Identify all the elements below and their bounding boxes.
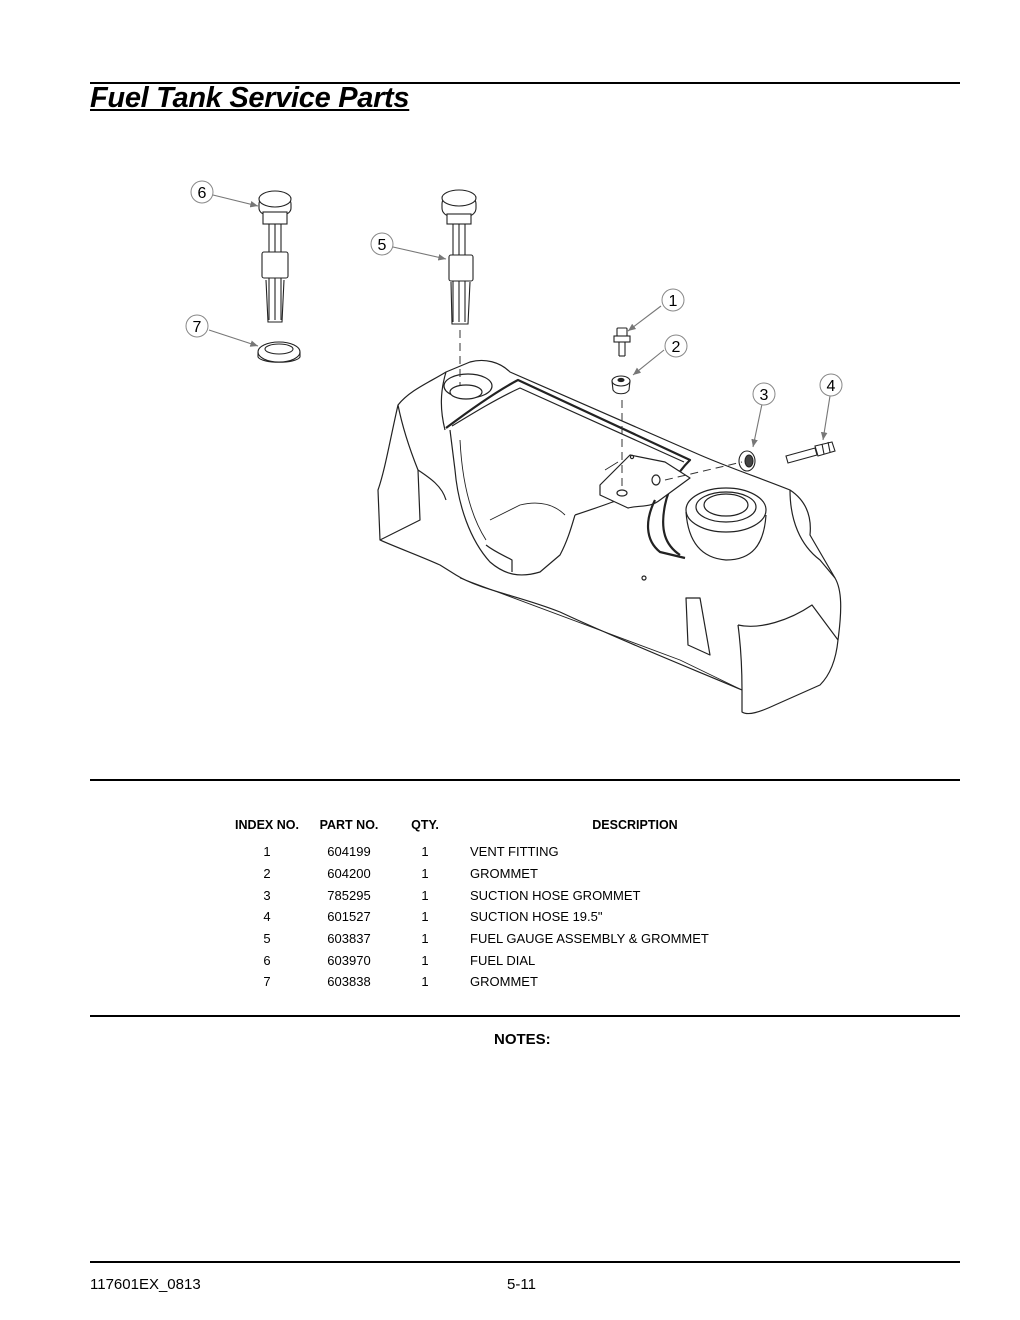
cell-description: SUCTION HOSE 19.5": [470, 909, 603, 925]
fuel-gauge-illustration: [442, 190, 476, 324]
cell-part-no: 604199: [327, 844, 371, 860]
table-row: [226, 884, 785, 906]
table-row: [226, 841, 785, 863]
table-row: [226, 928, 785, 950]
callout-6: [191, 181, 213, 203]
cell-description: FUEL DIAL: [470, 952, 536, 968]
footer-rule: [90, 1261, 960, 1263]
cell-description: VENT FITTING: [470, 844, 559, 860]
cell-description: GROMMET: [470, 866, 538, 882]
cell-part-no: 601527: [327, 909, 371, 925]
callout-5-label: 5: [377, 237, 387, 254]
table-row: [226, 971, 785, 993]
header-index-no: INDEX NO.: [235, 818, 299, 832]
header-qty: QTY.: [411, 818, 439, 832]
parts-table: [226, 818, 785, 993]
vent-fitting-illustration: [614, 328, 630, 356]
cell-qty: 1: [421, 974, 429, 990]
cell-part-no: 603837: [327, 931, 371, 947]
table-row: [226, 863, 785, 885]
cell-index: 5: [263, 931, 271, 947]
notes-heading: NOTES:: [494, 1031, 551, 1048]
callout-7-label: 7: [192, 319, 202, 336]
fuel-tank-illustration: [378, 360, 841, 713]
callout-5: [371, 233, 393, 255]
cell-qty: 1: [421, 844, 429, 860]
callout-2-label: 2: [671, 339, 681, 356]
table-top-rule: [90, 779, 960, 781]
table-row: [226, 949, 785, 971]
cell-index: 1: [263, 844, 271, 860]
cell-description: GROMMET: [470, 974, 538, 990]
callout-3: [753, 383, 775, 405]
suction-grommet-illustration: [739, 451, 755, 471]
callout-3-label: 3: [759, 387, 769, 404]
document-number: 117601EX_0813: [90, 1276, 201, 1293]
page-title: Fuel Tank Service Parts: [90, 82, 410, 114]
callout-6-label: 6: [197, 185, 207, 202]
cell-index: 2: [263, 866, 271, 882]
callout-4-label: 4: [826, 378, 836, 395]
table-row: [226, 906, 785, 928]
cell-qty: 1: [421, 909, 429, 925]
page-number: 5-11: [507, 1276, 536, 1293]
cell-part-no: 785295: [327, 887, 371, 903]
cell-qty: 1: [421, 931, 429, 947]
cell-qty: 1: [421, 952, 429, 968]
cell-part-no: 603838: [327, 974, 371, 990]
header-part-no: PART NO.: [319, 818, 379, 832]
cell-qty: 1: [421, 866, 429, 882]
cell-description: SUCTION HOSE GROMMET: [470, 887, 641, 903]
cell-qty: 1: [421, 887, 429, 903]
cell-index: 7: [263, 974, 271, 990]
grommet-7-illustration: [258, 342, 300, 362]
callout-2: [665, 335, 687, 357]
cell-index: 3: [263, 887, 271, 903]
notes-top-rule: [90, 1015, 960, 1017]
callout-4: [820, 374, 842, 396]
cell-index: 6: [263, 952, 271, 968]
parts-table-header: [226, 818, 785, 841]
callout-7: [186, 315, 208, 337]
suction-hose-illustration: [786, 442, 835, 463]
callout-1-label: 1: [668, 293, 678, 310]
fuel-dial-illustration: [259, 191, 291, 322]
grommet-2-illustration: [612, 376, 630, 394]
header-description: DESCRIPTION: [592, 818, 678, 832]
callout-1: [662, 289, 684, 311]
cell-part-no: 604200: [327, 866, 371, 882]
cell-part-no: 603970: [327, 952, 371, 968]
cell-index: 4: [263, 909, 271, 925]
cell-description: FUEL GAUGE ASSEMBLY & GROMMET: [470, 931, 709, 947]
